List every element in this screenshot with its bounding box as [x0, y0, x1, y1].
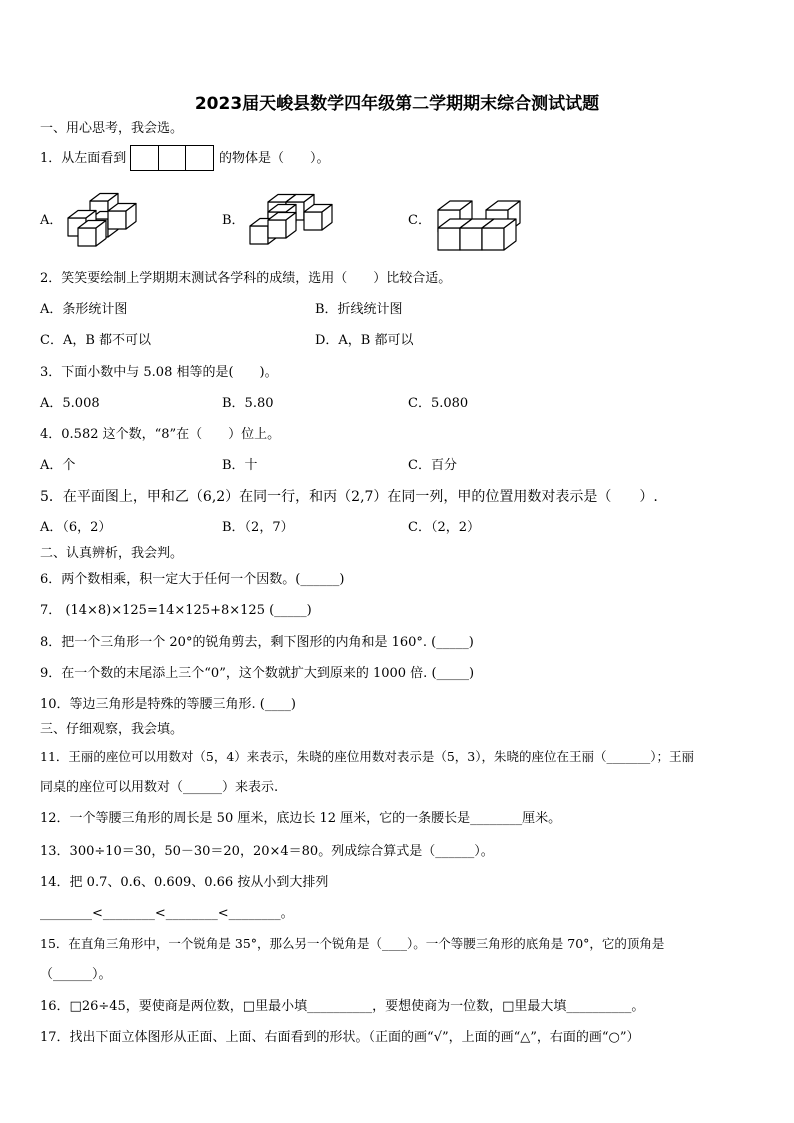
q10: 10．等边三角形是特殊的等腰三角形. (____) — [40, 697, 296, 712]
cube-face — [268, 220, 286, 238]
q7: 7． (14×8)×125=14×125+8×125 (_____) — [40, 603, 312, 618]
q14-line-1: 14．把 0.7、0.6、0.609、0.66 按从小到大排列 — [40, 875, 329, 890]
q1-left-view-grid — [130, 145, 214, 171]
q1-option-b-label[interactable]: B． — [222, 213, 245, 228]
q2-option-c[interactable]: C．A，B 都不可以 — [40, 333, 152, 348]
q15-line-2: （______）。 — [40, 967, 112, 982]
cube-face — [250, 226, 268, 244]
q8: 8．把一个三角形一个 20°的锐角剪去，剩下图形的内角和是 160°. (_____) — [40, 635, 474, 650]
q5-stem: 5．在平面图上，甲和乙（6,2）在同一行，和丙（2,7）在同一列，甲的位置用数对表示是（ ）. — [40, 489, 658, 505]
q1-option-b-cubes-figure — [246, 190, 346, 250]
cube-face — [78, 228, 96, 246]
cube-face — [482, 228, 504, 250]
q2-option-a[interactable]: A．条形统计图 — [40, 302, 128, 317]
q4-option-a[interactable]: A．个 — [40, 458, 76, 473]
cube-face — [108, 211, 126, 229]
q9: 9．在一个数的末尾添上三个“0”，这个数就扩大到原来的 1000 倍. (_____) — [40, 666, 475, 681]
q3-option-b[interactable]: B．5.80 — [222, 396, 274, 411]
q13: 13．300÷10＝30，50－30＝20，20×4＝80。列成综合算式是（______）。 — [40, 844, 494, 859]
page-title: 2023届天峻县数学四年级第二学期期末综合测试试题 — [194, 94, 600, 114]
q1-option-a-cubes-figure — [60, 188, 150, 250]
q1-option-c-cubes-figure — [432, 196, 527, 252]
q3-stem: 3．下面小数中与 5.08 相等的是( )。 — [40, 365, 278, 380]
q2-stem: 2．笑笑要绘制上学期期末测试各学科的成绩，选用（ ）比较合适。 — [40, 271, 452, 286]
q11-line-1: 11．王丽的座位可以用数对（5，4）来表示，朱晓的座位用数对表示是（5，3），朱晓的座位在王丽（_______）；王丽 — [40, 749, 694, 764]
q5-option-c[interactable]: C．（2，2） — [408, 520, 480, 535]
q3-option-c[interactable]: C．5.080 — [408, 396, 469, 411]
q1-option-c-label[interactable]: C． — [408, 213, 431, 228]
q5-option-a[interactable]: A．（6，2） — [40, 520, 112, 535]
q1-stem-start: 1．从左面看到 — [40, 151, 127, 166]
q6: 6．两个数相乘，积一定大于任何一个因数。(______) — [40, 572, 345, 587]
q1-stem-end: 的物体是（ ）。 — [219, 151, 330, 166]
q2-option-b[interactable]: B．折线统计图 — [315, 302, 403, 317]
cube-face — [304, 212, 322, 230]
q4-option-c[interactable]: C．百分 — [408, 458, 457, 473]
q16: 16．□26÷45，要使商是两位数，□里最小填__________，要想使商为一位数，□里最大填__________。 — [40, 999, 645, 1014]
grid-cell — [159, 145, 187, 171]
q4-option-b[interactable]: B．十 — [222, 458, 258, 473]
q15-line-1: 15．在直角三角形中，一个锐角是 35°，那么另一个锐角是（____）。一个等腰三角形的底角是 70°，它的顶角是 — [40, 936, 665, 951]
q1-option-a-label[interactable]: A． — [40, 213, 63, 228]
q12: 12．一个等腰三角形的周长是 50 厘米，底边长 12 厘米，它的一条腰长是________厘米。 — [40, 811, 562, 826]
q4-stem: 4．0.582 这个数，“8”在（ ）位上。 — [40, 427, 281, 442]
q5-option-b[interactable]: B．（2，7） — [222, 520, 294, 535]
section-3-heading: 三、仔细观察，我会填。 — [40, 722, 184, 737]
q11-line-2: 同桌的座位可以用数对（______）来表示. — [40, 780, 279, 795]
section-2-heading: 二、认真辨析，我会判。 — [40, 546, 184, 561]
q17: 17．找出下面立体图形从正面、上面、右面看到的形状。（正面的画“√”，上面的画“△”，右面的画“○”） — [40, 1030, 640, 1045]
q3-option-a[interactable]: A．5.008 — [40, 396, 100, 411]
cube-face — [438, 228, 460, 250]
q14-line-2: ________<________<________<________。 — [40, 906, 294, 921]
grid-cell — [186, 145, 214, 171]
grid-cell — [130, 145, 159, 171]
q2-option-d[interactable]: D．A，B 都可以 — [315, 333, 414, 348]
section-1-heading: 一、用心思考，我会选。 — [40, 121, 184, 136]
cube-face — [460, 228, 482, 250]
